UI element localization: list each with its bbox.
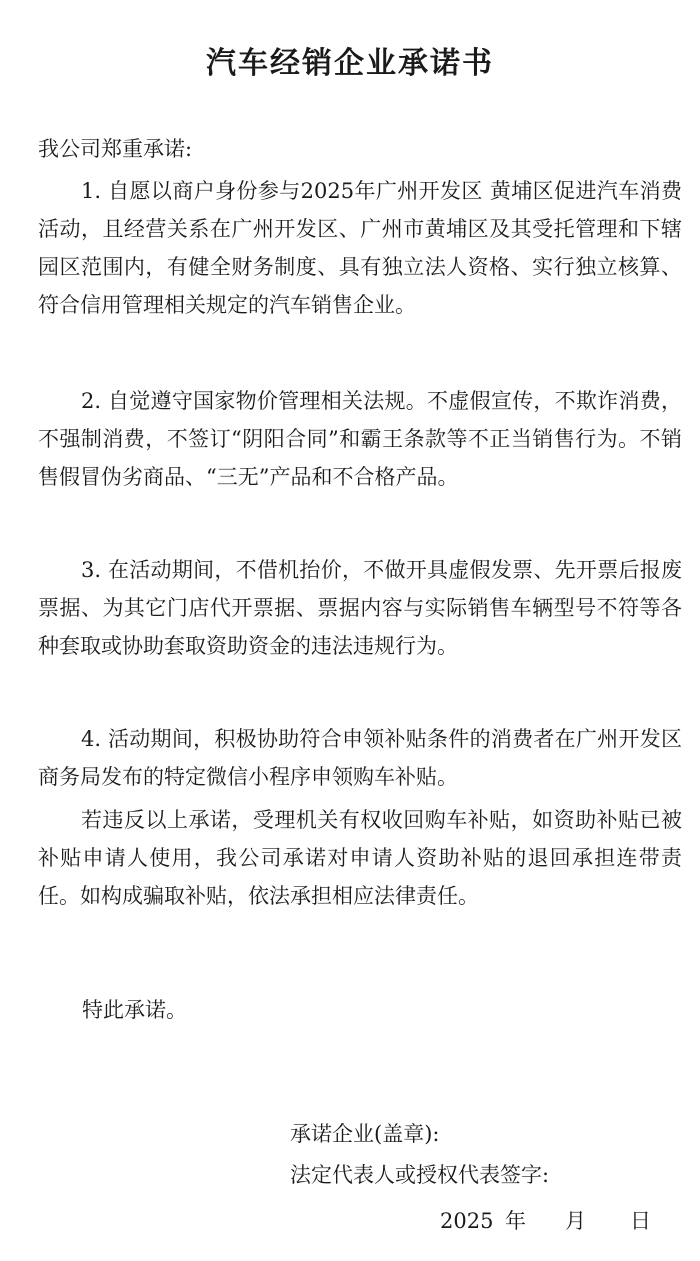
violation-paragraph: 若违反以上承诺，受理机关有权收回购车补贴，如资助补贴已被补贴申请人使用，我公司承诺对申请人资助补贴的退回承担连带责任。如构成骗取补贴，依法承担相应法律责任。 [38, 808, 682, 908]
commitment-paragraph-2: 2. 自觉遵守国家物价管理相关法规。不虚假宣传，不欺诈消费，不强制消费，不签订“阴阳合同”和霸王条款等不正当销售行为。不销售假冒伪劣商品、“三无”产品和不合格产品。 [38, 389, 682, 489]
commitment-paragraph-3: 3. 在活动期间，不借机抬价，不做开具虚假发票、先开票后报废票据、为其它门店代开票据、票据内容与实际销售车辆型号不符等各种套取或协助套取资助资金的违法违规行为。 [38, 558, 682, 658]
salutation: 我公司郑重承诺: [38, 137, 193, 161]
company-seal-line: 承诺企业(盖章): [290, 1122, 440, 1146]
document-title: 汽车经销企业承诺书 [206, 46, 494, 81]
commitment-paragraph-1: 1. 自愿以商户身份参与2025年广州开发区 黄埔区促进汽车消费活动，且经营关系在广州开发区、广州市黄埔区及其受托管理和下辖园区范围内，有健全财务制度、具有独立法人资格、实行独立核算、符合信用管理相关规定的汽车销售企业。 [38, 179, 682, 317]
closing-statement: 特此承诺。 [82, 998, 187, 1022]
date-year: 2025 [440, 1209, 494, 1233]
date-day-unit: 日 [630, 1209, 651, 1233]
representative-signature-line: 法定代表人或授权代表签字: [290, 1163, 550, 1187]
date-month-unit: 月 [565, 1209, 586, 1233]
date-year-unit: 年 [505, 1209, 526, 1233]
commitment-paragraph-4: 4. 活动期间，积极协助符合申领补贴条件的消费者在广州开发区商务局发布的特定微信小程序申领购车补贴。 [38, 727, 682, 789]
